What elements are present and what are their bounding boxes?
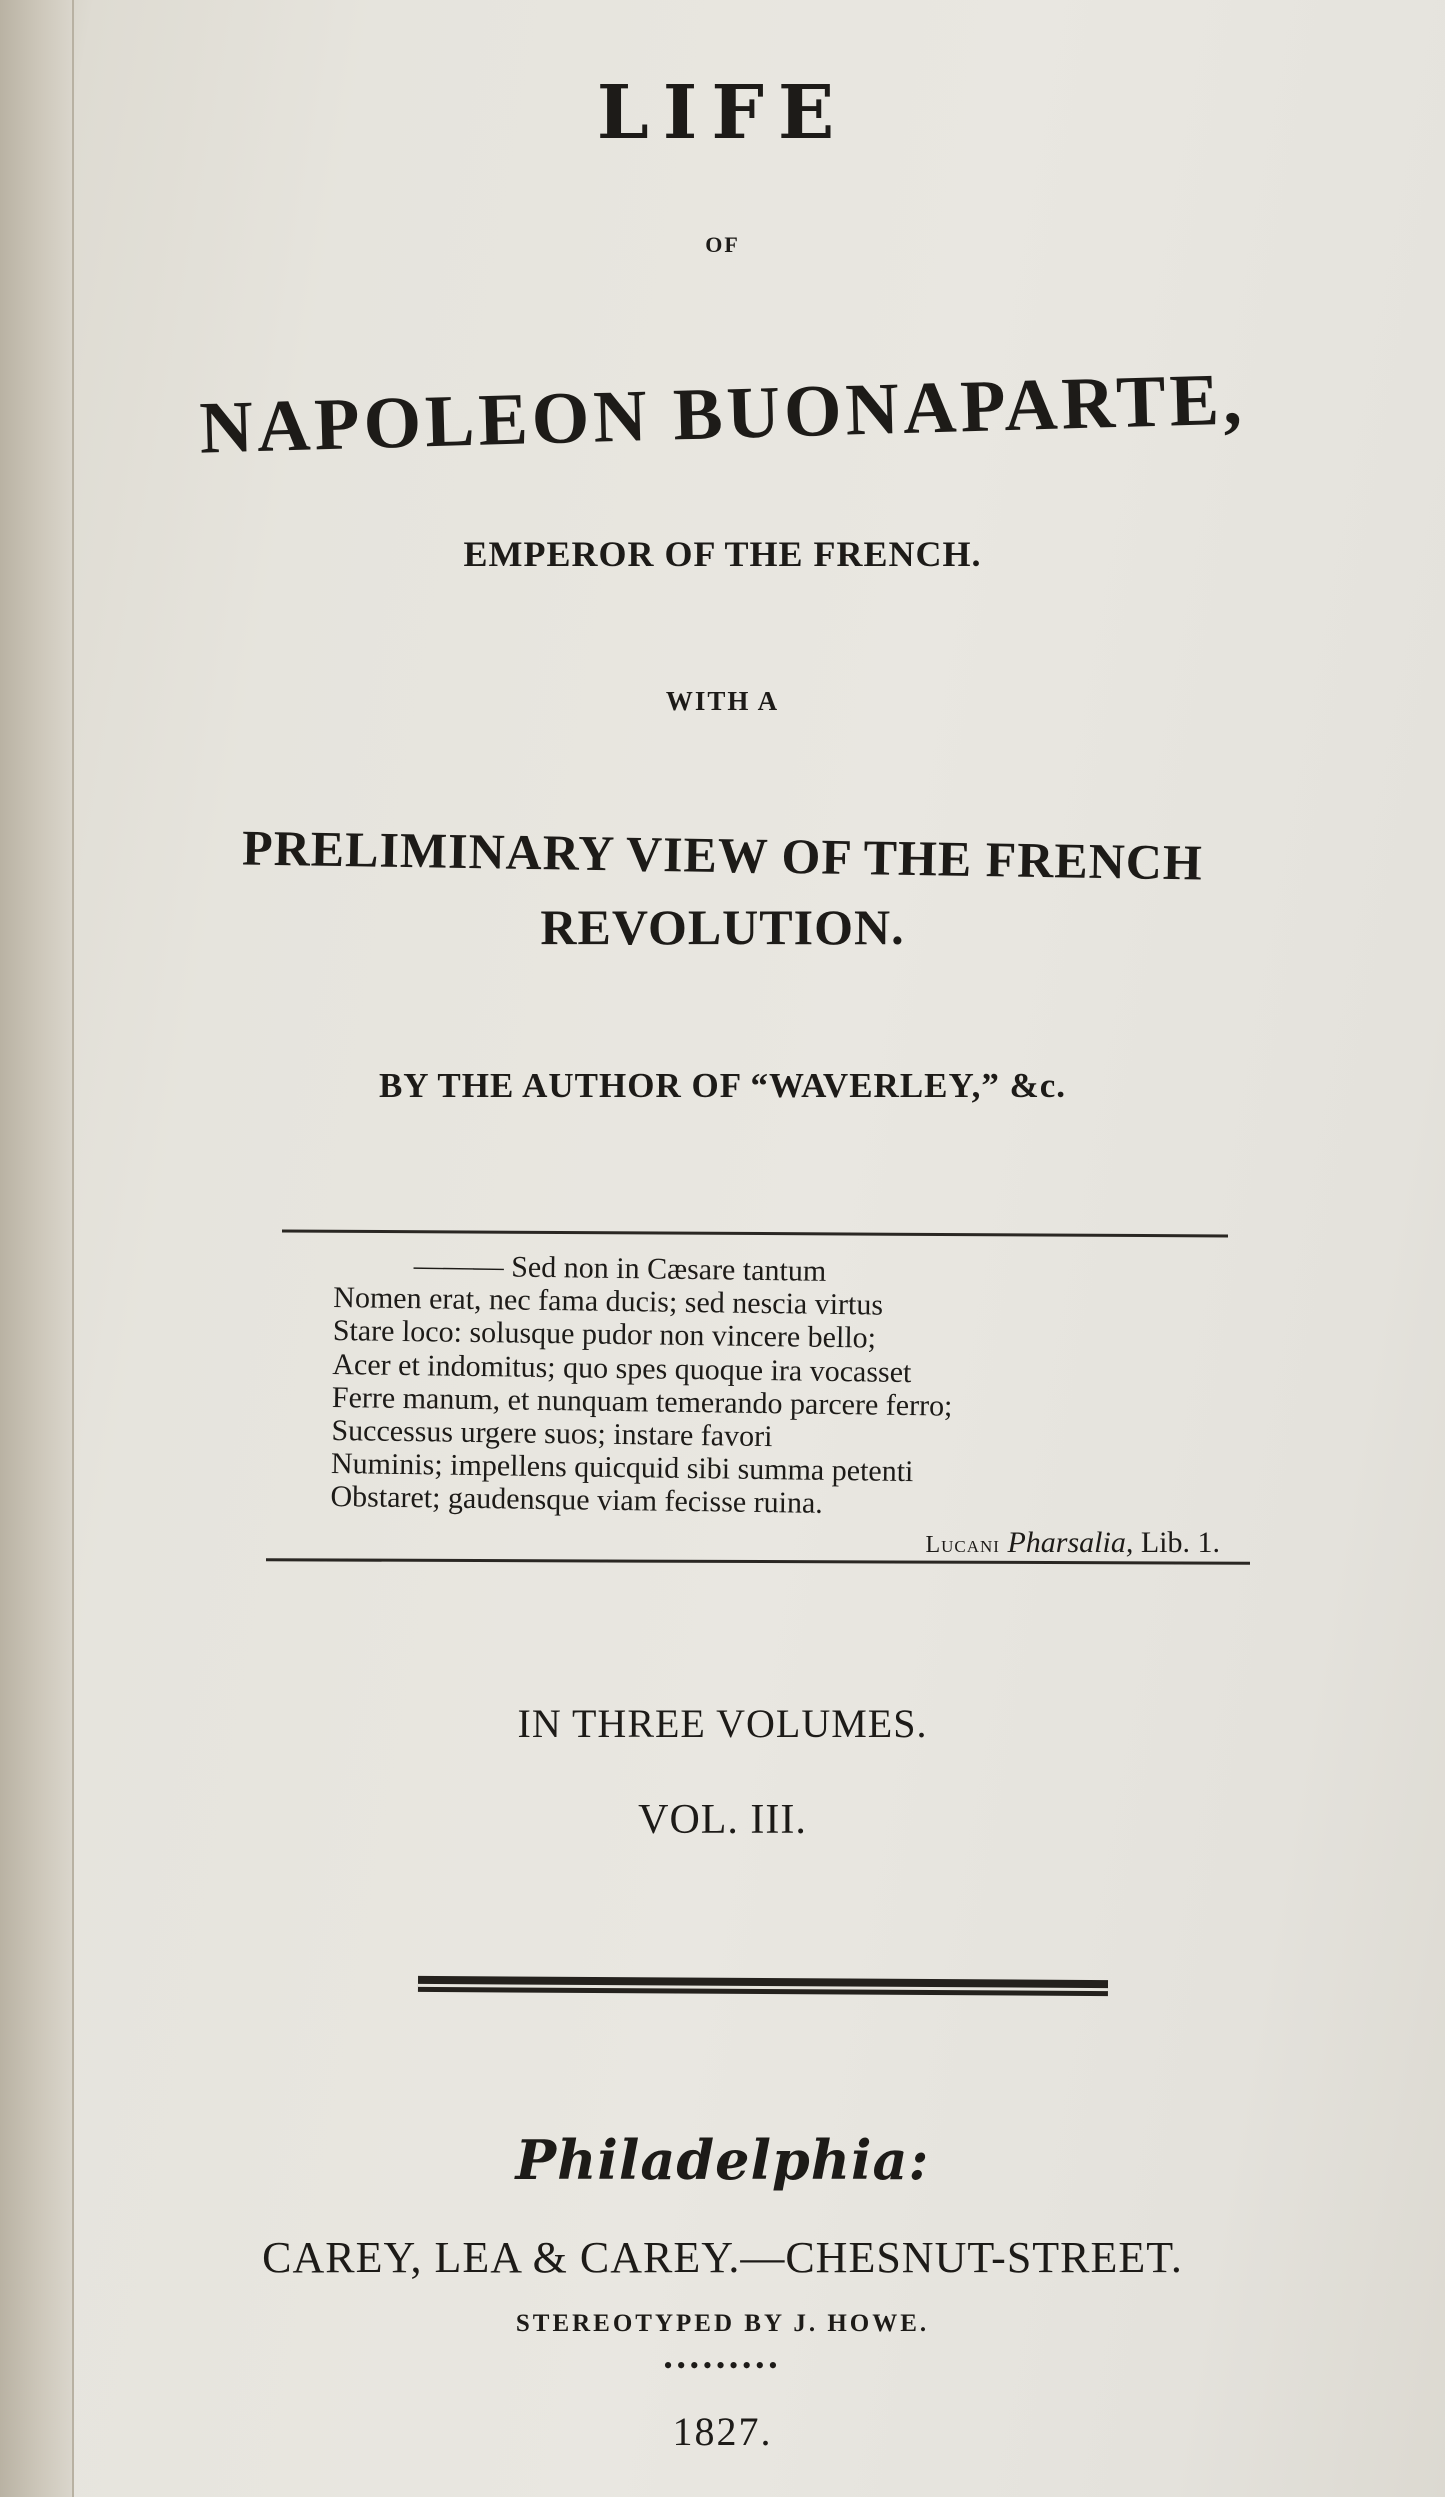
epigraph-line: ——— Sed non in Cæsare tantum [413,1249,827,1288]
book-title: LIFE [596,70,849,156]
epigraph-line: Obstaret; gaudensque viam fecisse ruina. [330,1480,824,1521]
dot-ornament: ••••••••• [663,2351,782,2380]
imprint-city: Philadelphia: [515,2128,930,2192]
imprint-publisher: CAREY, LEA & CAREY.—CHESNUT-STREET. [262,2233,1183,2282]
title-of: OF [705,232,740,257]
subject-name: NAPOLEON BUONAPARTE, [198,358,1247,470]
preliminary-line-2: REVOLUTION. [540,899,905,955]
volume-number: VOL. III. [638,1797,807,1843]
double-rule [418,1976,1108,1991]
epigraph-line: Stare loco: solusque pudor non vincere bello; [332,1314,877,1355]
epigraph-line: Successus urgere suos; instare favori [331,1413,773,1454]
book-gutter [0,0,74,2497]
epigraph-top-rule [282,1230,1228,1238]
author-line: BY THE AUTHOR OF “WAVERLEY,” &c. [378,1066,1067,1105]
epigraph-line: Ferre manum, et nunquam temerando parcere ferro; [331,1380,953,1423]
epigraph [330,1248,1254,1526]
epigraph-line: Acer et indomitus; quo spes quoque ira vocasset [332,1347,912,1389]
volume-count: IN THREE VOLUMES. [517,1701,928,1746]
imprint-stereotyper: STEREOTYPED BY J. HOWE. [515,2310,930,2337]
epigraph-line: Nomen erat, nec fama ducis; sed nescia virtus [333,1281,884,1322]
attribution-author: Lucani [925,1532,1000,1558]
epigraph-attribution [700,1526,1220,1560]
with-a: WITH A [665,686,780,716]
preliminary-line-1: PRELIMINARY VIEW OF THE FRENCH [241,819,1204,891]
attribution-work: Pharsalia, [1007,1526,1134,1559]
attribution-book: Lib. 1. [1140,1526,1220,1559]
subject-epithet: EMPEROR OF THE FRENCH. [463,534,982,574]
epigraph-line: Numinis; impellens quicquid sibi summa petenti [330,1447,914,1489]
imprint-year: 1827. [672,2409,773,2454]
